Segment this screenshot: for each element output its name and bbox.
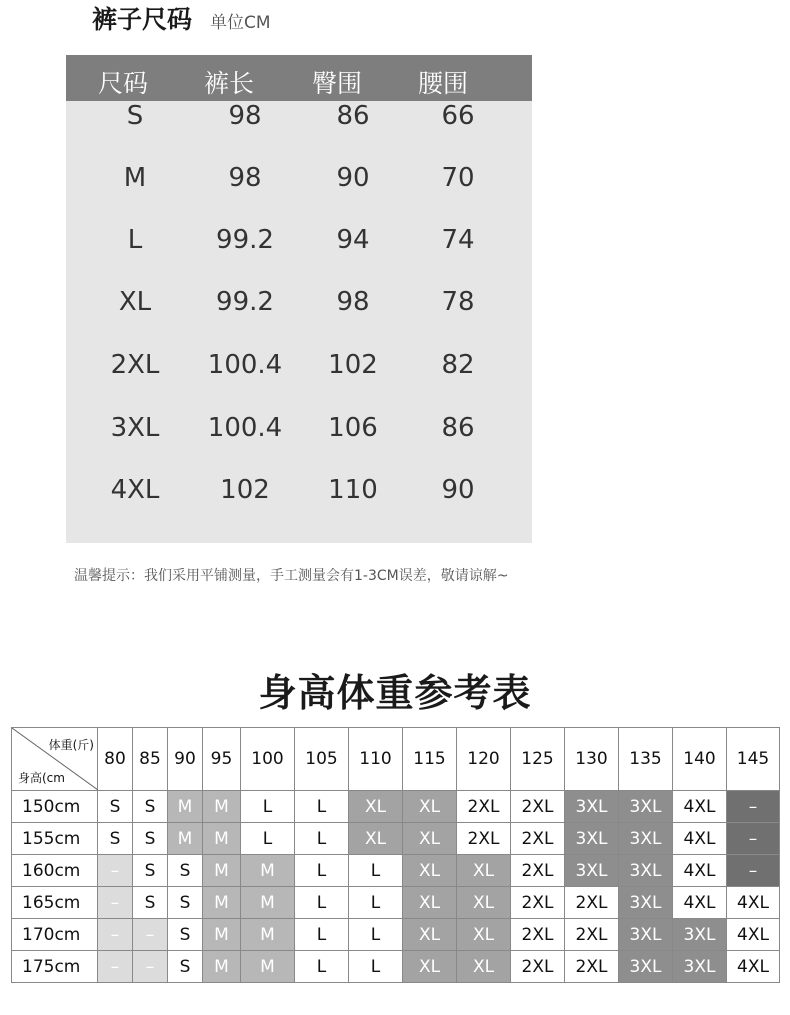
recommended-size-cell: M [241,919,295,951]
recommended-size-cell: M [168,791,203,823]
size-cell-size: 2XL [110,350,160,380]
recommended-size-cell: XL [457,855,511,887]
weight-header-cell: 100 [241,728,295,791]
recommended-size-cell: S [98,791,133,823]
size-cell-size: L [127,225,143,255]
recommended-size-cell: M [203,823,241,855]
recommended-size-cell: M [203,919,241,951]
recommended-size-cell: S [133,823,168,855]
weight-header-cell: 135 [619,728,673,791]
reference-row [12,855,780,887]
col-header-waist: 腰围 [418,69,469,98]
height-cell: 155cm [12,823,98,855]
recommended-size-cell: 3XL [619,887,673,919]
recommended-size-cell: L [295,887,349,919]
recommended-size-cell: S [168,919,203,951]
recommended-size-cell: 4XL [673,823,727,855]
recommended-size-cell: – [133,951,168,983]
recommended-size-cell: XL [403,855,457,887]
size-cell-waist: 70 [441,163,475,193]
recommended-size-cell: S [133,791,168,823]
recommended-size-cell: 3XL [619,855,673,887]
size-chart-unit: 单位CM [210,13,271,33]
recommended-size-cell: 4XL [727,887,780,919]
recommended-size-cell: 3XL [619,951,673,983]
weight-header-cell: 110 [349,728,403,791]
weight-header-cell: 130 [565,728,619,791]
recommended-size-cell: M [168,823,203,855]
size-cell-hip: 106 [328,413,378,443]
size-cell-size: 3XL [110,413,160,443]
size-cell-size: 4XL [110,475,160,505]
recommended-size-cell: S [168,855,203,887]
recommended-size-cell: S [168,887,203,919]
reference-row [12,791,780,823]
size-cell-size: S [126,101,144,131]
size-chart-title: 裤子尺码 [92,5,193,34]
recommended-size-cell: 3XL [619,823,673,855]
reference-row [12,951,780,983]
recommended-size-cell: 4XL [673,791,727,823]
recommended-size-cell: L [349,951,403,983]
recommended-size-cell: L [295,919,349,951]
recommended-size-cell: 2XL [457,791,511,823]
recommended-size-cell: L [241,823,295,855]
size-row [66,287,532,349]
col-header-length: 裤长 [204,69,255,98]
col-header-size: 尺码 [98,69,149,98]
recommended-size-cell: 2XL [511,919,565,951]
size-row [66,475,532,537]
size-cell-size: M [123,163,147,193]
recommended-size-cell: XL [403,823,457,855]
size-cell-hip: 86 [336,101,370,131]
weight-header-cell: 95 [203,728,241,791]
recommended-size-cell: 3XL [619,919,673,951]
recommended-size-cell: L [241,791,295,823]
recommended-size-cell: – [98,919,133,951]
size-cell-hip: 98 [336,287,370,317]
recommended-size-cell: 2XL [565,951,619,983]
recommended-size-cell: 3XL [565,855,619,887]
size-cell-hip: 102 [328,350,378,380]
size-cell-waist: 74 [441,225,475,255]
size-cell-hip: 110 [328,475,378,505]
recommended-size-cell: – [727,855,780,887]
recommended-size-cell: M [241,887,295,919]
reference-row [12,823,780,855]
recommended-size-cell: L [349,919,403,951]
recommended-size-cell: 2XL [511,855,565,887]
recommended-size-cell: XL [457,887,511,919]
height-cell: 165cm [12,887,98,919]
recommended-size-cell: 2XL [511,791,565,823]
weight-header-cell: 115 [403,728,457,791]
size-cell-length: 98 [228,101,262,131]
size-row [66,225,532,287]
reference-table-header-row [12,728,780,791]
recommended-size-cell: XL [403,919,457,951]
recommended-size-cell: L [295,855,349,887]
height-cell: 150cm [12,791,98,823]
recommended-size-cell: 2XL [511,887,565,919]
recommended-size-cell: S [133,887,168,919]
recommended-size-cell: 3XL [619,791,673,823]
height-cell: 160cm [12,855,98,887]
recommended-size-cell: 2XL [457,823,511,855]
corner-cell [12,728,98,791]
height-weight-reference-table [11,727,780,983]
recommended-size-cell: L [295,951,349,983]
recommended-size-cell: S [98,823,133,855]
col-header-hip: 臀围 [312,69,363,98]
recommended-size-cell: XL [403,791,457,823]
size-cell-size: XL [118,287,152,317]
size-cell-waist: 90 [441,475,475,505]
size-cell-waist: 78 [441,287,475,317]
recommended-size-cell: XL [457,951,511,983]
recommended-size-cell: 3XL [673,919,727,951]
size-cell-length: 100.4 [207,350,283,380]
recommended-size-cell: L [349,887,403,919]
weight-header-cell: 120 [457,728,511,791]
size-chart-header [92,0,271,40]
recommended-size-cell: M [203,791,241,823]
reference-table-body [12,791,780,983]
recommended-size-cell: M [203,951,241,983]
recommended-size-cell: XL [403,887,457,919]
recommended-size-cell: M [241,951,295,983]
size-row [66,350,532,412]
recommended-size-cell: – [727,791,780,823]
recommended-size-cell: – [133,919,168,951]
weight-header-cell: 105 [295,728,349,791]
reference-row [12,919,780,951]
corner-weight-label: 体重(斤) [48,738,94,752]
measurement-note: 温馨提示：我们采用平铺测量，手工测量会有1-3CM误差，敬请谅解~ [74,568,509,584]
recommended-size-cell: 4XL [727,919,780,951]
recommended-size-cell: L [349,855,403,887]
size-row [66,101,532,163]
recommended-size-cell: M [203,855,241,887]
size-cell-waist: 82 [441,350,475,380]
size-cell-length: 102 [220,475,270,505]
recommended-size-cell: 2XL [511,823,565,855]
size-row [66,413,532,475]
recommended-size-cell: 2XL [565,887,619,919]
recommended-size-cell: 3XL [673,951,727,983]
recommended-size-cell: XL [349,823,403,855]
recommended-size-cell: XL [457,919,511,951]
size-cell-length: 99.2 [216,287,274,317]
recommended-size-cell: M [241,855,295,887]
height-cell: 170cm [12,919,98,951]
recommended-size-cell: S [168,951,203,983]
recommended-size-cell: L [295,791,349,823]
recommended-size-cell: 2XL [511,951,565,983]
weight-header-cell: 90 [168,728,203,791]
size-cell-waist: 66 [441,101,475,131]
recommended-size-cell: 4XL [673,855,727,887]
recommended-size-cell: XL [403,951,457,983]
recommended-size-cell: – [98,855,133,887]
pants-size-table [66,55,532,543]
recommended-size-cell: – [98,887,133,919]
size-cell-hip: 90 [336,163,370,193]
recommended-size-cell: S [133,855,168,887]
weight-header-cell: 125 [511,728,565,791]
recommended-size-cell: XL [349,791,403,823]
recommended-size-cell: 3XL [565,823,619,855]
recommended-size-cell: 3XL [565,791,619,823]
weight-header-cell: 85 [133,728,168,791]
recommended-size-cell: 4XL [673,887,727,919]
recommended-size-cell: 4XL [727,951,780,983]
size-row [66,163,532,225]
weight-header-cell: 140 [673,728,727,791]
reference-table-title: 身高体重参考表 [258,671,532,715]
corner-height-label: 身高(cm [18,771,65,785]
recommended-size-cell: L [295,823,349,855]
height-cell: 175cm [12,951,98,983]
size-table-header [66,55,532,101]
size-cell-length: 100.4 [207,413,283,443]
size-cell-hip: 94 [336,225,370,255]
recommended-size-cell: – [727,823,780,855]
size-cell-length: 99.2 [216,225,274,255]
recommended-size-cell: 2XL [565,919,619,951]
size-cell-waist: 86 [441,413,475,443]
recommended-size-cell: M [203,887,241,919]
weight-header-cell: 80 [98,728,133,791]
reference-row [12,887,780,919]
size-cell-length: 98 [228,163,262,193]
recommended-size-cell: – [98,951,133,983]
weight-header-cell: 145 [727,728,780,791]
